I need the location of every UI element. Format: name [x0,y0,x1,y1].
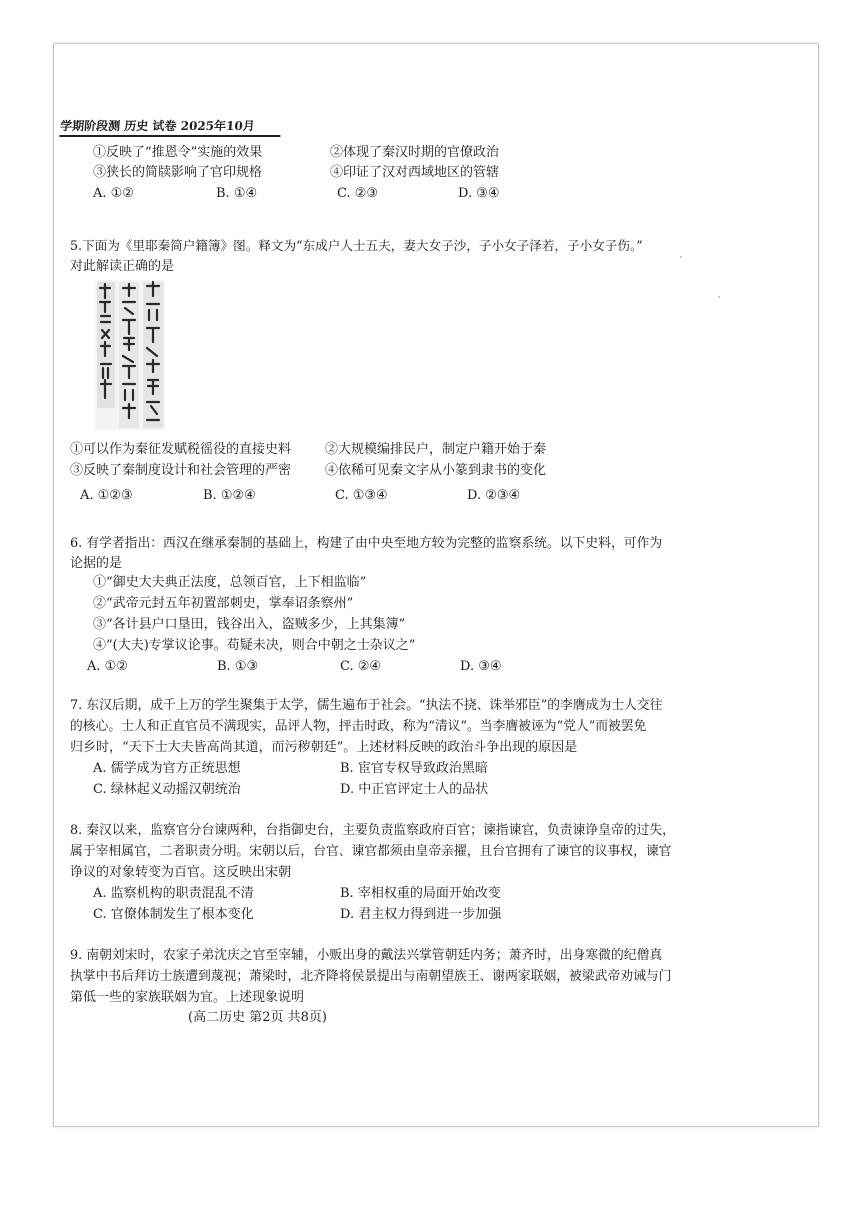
q9-stem-line-3: 第低一些的家族联姻为宜。上述现象说明 [70,990,305,1005]
q5-choice-b: B. ①②④ [203,488,256,503]
q7-choice-a: A. 儒学成为官方正统思想 [93,761,241,776]
scan-speck [680,256,682,258]
scan-speck [718,296,720,298]
q6-choice-c: C. ②④ [340,659,382,674]
q4-choice-c: C. ②③ [337,186,379,201]
page-footer: (高二历史 第2页 共8页) [188,1010,327,1025]
q7-choice-d: D. 中正官评定士人的品状 [340,782,489,797]
q5-option-1: ①可以作为秦征发赋税徭役的直接史料 [70,442,292,457]
q4-option-3: ③狭长的简牍影响了官印规格 [93,165,263,180]
q6-stem-line-2: 论据的是 [70,556,123,571]
q4-option-2: ②体现了秦汉时期的官僚政治 [330,145,500,160]
q7-stem-line-1: 7. 东汉后期，成千上万的学生聚集于太学，儒生遍布于社会。“执法不挠、诛举邪臣”的李膺成为士人交往 [70,698,663,713]
q5-choice-c: C. ①③④ [335,488,388,503]
q5-choice-d: D. ②③④ [467,488,521,503]
q4-option-4: ④印证了汉对西域地区的管辖 [330,165,500,180]
q4-choice-b: B. ①④ [216,186,258,201]
q5-stem-line-2: 对此解读正确的是 [70,259,175,274]
bamboo-slip-image [95,280,165,430]
q6-item-4: ④“(大夫)专掌议论事。苟疑未决，则合中朝之士杂议之” [93,638,416,653]
q7-stem-line-3: 归乡时，“天下士大夫皆高尚其道，而污秽朝廷”。上述材料反映的政治斗争出现的原因是 [70,740,578,755]
q8-choice-c: C. 官僚体制发生了根本变化 [93,907,254,922]
q8-choice-a: A. 监察机构的职责混乱不清 [93,886,254,901]
q8-stem-line-2: 属于宰相属官，二者职责分明。宋朝以后，台官、谏官都须由皇帝亲擢，且台官拥有了谏官的议事权，谏官 [70,844,672,859]
q5-option-2: ②大规模编排民户，制定户籍开始于秦 [325,442,547,457]
q6-stem-line-1: 6. 有学者指出：西汉在继承秦制的基础上，构建了由中央至地方较为完整的监察系统。以下史料，可作为 [70,536,663,551]
q9-stem-line-1: 9. 南朝刘宋时，农家子弟沈庆之官至宰辅，小贩出身的戴法兴掌管朝廷内务；萧齐时，出身寒微的纪僧真 [70,948,663,963]
q8-choice-d: D. 君主权力得到进一步加强 [340,907,502,922]
q6-choice-a: A. ①② [87,659,128,674]
q6-item-2: ②“武帝元封五年初置部刺史，掌奉诏条察州” [93,596,354,611]
q7-choice-b: B. 宦官专权导致政治黑暗 [340,761,488,776]
q8-stem-line-1: 8. 秦汉以来，监察官分台谏两种，台指御史台，主要负责监察政府百官；谏指谏官，负责谏诤皇帝的过失， [70,823,675,838]
q4-choice-a: A. ①② [93,186,134,201]
q9-stem-line-2: 执掌中书后拜访士族遭到蔑视；萧梁时，北齐降将侯景提出与南朝望族王、谢两家联姻，被梁武帝劝诫与门 [70,969,672,984]
q4-option-1: ①反映了“推恩令”实施的效果 [93,145,263,160]
q6-item-3: ③“各计县户口垦田，钱谷出入，盗贼多少，上其集簿” [93,617,406,632]
q5-option-4: ④依稀可见秦文字从小篆到隶书的变化 [325,463,547,478]
q7-stem-line-2: 的核心。士人和正直官员不满现实，品评人物，抨击时政，称为“清议”。当李膺被诬为“党人”而被罢免 [70,719,647,734]
q8-choice-b: B. 宰相权重的局面开始改变 [340,886,501,901]
q6-choice-d: D. ③④ [460,659,502,674]
q8-stem-line-3: 诤议的对象转变为百官。这反映出宋朝 [70,865,292,880]
q5-stem-line-1: 5.下面为《里耶秦简户籍簿》图。释文为“东成户人士五夫，妻大女子沙，子小女子泽若，子小女子伤。” [70,238,643,253]
q6-choice-b: B. ①③ [217,659,259,674]
q7-choice-c: C. 绿林起义动摇汉朝统治 [93,782,241,797]
q4-choice-d: D. ③④ [458,186,500,201]
exam-header: 学期阶段测 历史 试卷 2025年10月 [59,118,281,137]
q6-item-1: ①“御史大夫典正法度，总领百官，上下相监临” [93,575,367,590]
q5-option-3: ③反映了秦制度设计和社会管理的严密 [70,463,292,478]
q5-choice-a: A. ①②③ [80,488,133,503]
